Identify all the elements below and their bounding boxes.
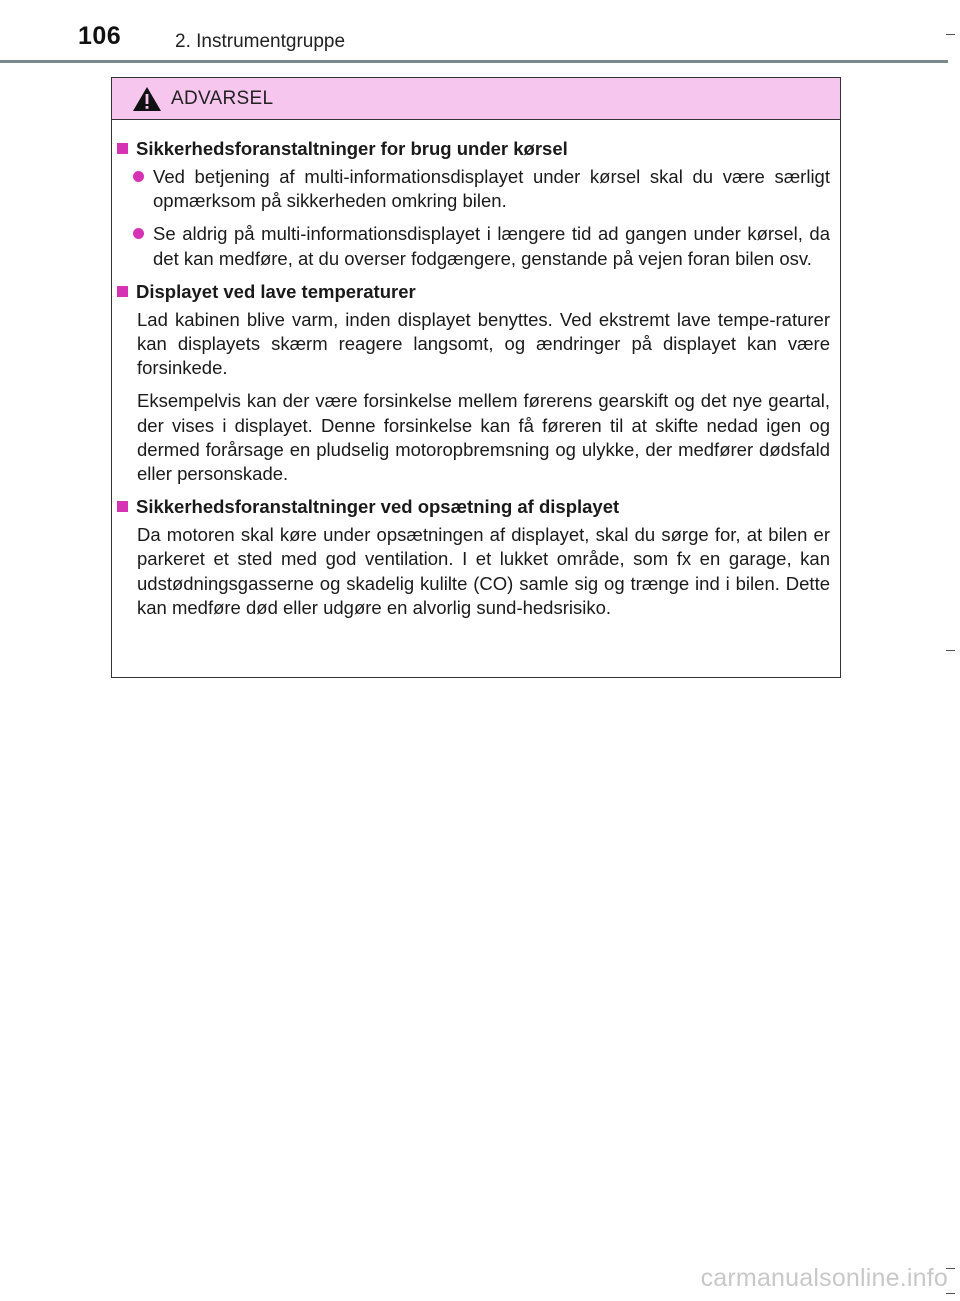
section-heading bbox=[117, 495, 830, 519]
page-header bbox=[0, 0, 960, 64]
section-heading-text: Displayet ved lave temperaturer bbox=[136, 280, 416, 302]
section-heading bbox=[117, 137, 830, 161]
section-heading-text: Sikkerhedsforanstaltninger ved opsætning af displayet bbox=[136, 496, 620, 518]
paragraph: Lad kabinen blive varm, inden displayet benyttes. Ved ekstremt lave tempe-raturer kan displayets skærm reagere langsomt, og ændringer på displayet kan være forsinkede. bbox=[137, 308, 830, 379]
crop-mark bbox=[946, 650, 955, 651]
crop-mark bbox=[946, 1293, 955, 1294]
bullet-text: Se aldrig på multi-informationsdisplayet i længere tid ad gangen under kørsel, da det kan medføre, at du overser fodgængere, genstande på vejen foran bilen osv. bbox=[153, 223, 830, 269]
square-bullet-icon bbox=[117, 143, 128, 154]
warning-header bbox=[112, 78, 840, 120]
watermark: carmanualsonline.info bbox=[700, 1264, 948, 1292]
round-bullet-icon bbox=[133, 228, 144, 239]
warning-triangle-icon bbox=[132, 86, 162, 112]
page-number: 106 bbox=[78, 22, 122, 50]
bullet-text: Ved betjening af multi-informationsdisplayet under kørsel skal du være særligt opmærksom på sikkerheden omkring bilen. bbox=[153, 166, 830, 212]
square-bullet-icon bbox=[117, 286, 128, 297]
crop-mark bbox=[946, 34, 955, 35]
warning-body bbox=[112, 120, 840, 620]
paragraph: Eksempelvis kan der være forsinkelse mellem førerens gearskift og det nye geartal, der vises i displayet. Denne forsinkelse kan få føreren til at skifte nedad igen og dermed forårsage en pludselig motoropbremsning og ulykke, der medfører dødsfald eller personskade. bbox=[137, 390, 830, 485]
bullet-item bbox=[133, 222, 830, 270]
round-bullet-icon bbox=[133, 171, 144, 182]
bullet-item bbox=[133, 165, 830, 213]
header-rule bbox=[0, 60, 948, 63]
square-bullet-icon bbox=[117, 501, 128, 512]
section-heading-text: Sikkerhedsforanstaltninger for brug under kørsel bbox=[136, 138, 568, 159]
warning-title: ADVARSEL bbox=[171, 88, 274, 109]
paragraph: Da motoren skal køre under opsætningen af displayet, skal du sørge for, at bilen er parkeret et sted med god ventilation. I et lukket område, som fx en garage, kan udstødningsgasserne og skadelig kulilte (CO) samle sig og trænge ind i bilen. Dette kan medføre død eller udgøre en alvorlig sund-hedsrisiko. bbox=[137, 524, 830, 618]
warning-box bbox=[111, 77, 841, 678]
section-title: 2. Instrumentgruppe bbox=[175, 31, 346, 52]
section-heading bbox=[117, 280, 830, 304]
